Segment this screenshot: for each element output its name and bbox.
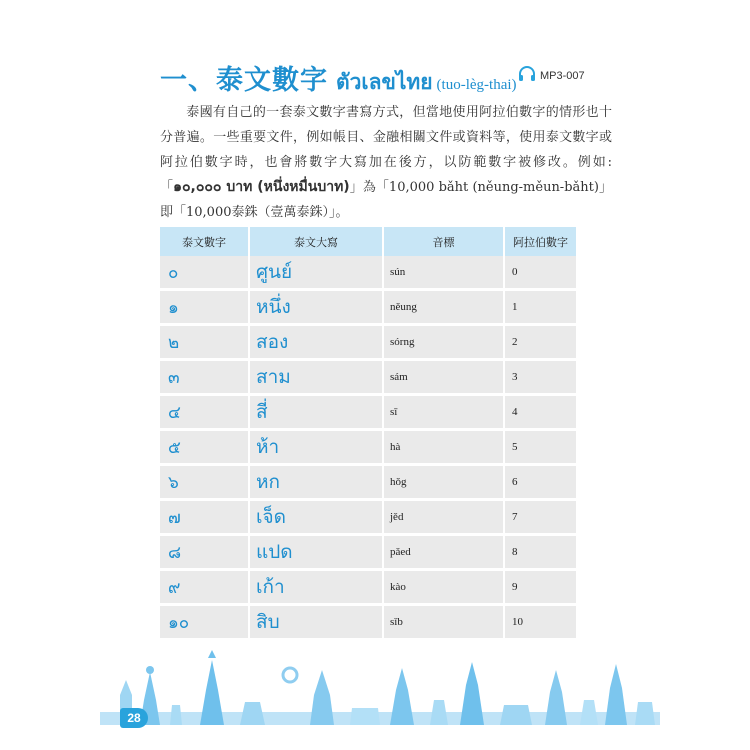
- arabic-cell: 3: [504, 360, 577, 395]
- header-thai-digit: 泰文數字: [160, 227, 249, 256]
- phonetic-cell: sám: [383, 360, 504, 395]
- arabic-cell: 1: [504, 290, 577, 325]
- thai-digit-cell: ๙: [160, 570, 249, 605]
- title-thai: ตัวเลขไทย: [336, 70, 433, 94]
- arabic-cell: 5: [504, 430, 577, 465]
- thai-digit-cell: ๔: [160, 395, 249, 430]
- phonetic-cell: sī: [383, 395, 504, 430]
- header-phonetic: 音標: [383, 227, 504, 256]
- arabic-cell: 6: [504, 465, 577, 500]
- phonetic-cell: sún: [383, 256, 504, 290]
- phonetic-cell: sórng: [383, 325, 504, 360]
- audio-track-id: MP3-007: [540, 70, 585, 82]
- table-row: [160, 605, 577, 640]
- arabic-cell: 10: [504, 605, 577, 640]
- thai-word-cell: เก้า: [249, 570, 383, 605]
- thai-digit-cell: ๐: [160, 256, 249, 290]
- audio-track-label: [518, 66, 585, 86]
- table-row: [160, 256, 577, 290]
- arabic-cell: 0: [504, 256, 577, 290]
- thai-word-cell: หก: [249, 465, 383, 500]
- arabic-cell: 7: [504, 500, 577, 535]
- phonetic-cell: hǒg: [383, 465, 504, 500]
- thai-digit-cell: ๗: [160, 500, 249, 535]
- title-romanization: (tuo-lèg-thai): [436, 77, 517, 93]
- arabic-cell: 4: [504, 395, 577, 430]
- thai-digit-cell: ๘: [160, 535, 249, 570]
- table-row: [160, 325, 577, 360]
- thai-digit-cell: ๕: [160, 430, 249, 465]
- thai-word-cell: สอง: [249, 325, 383, 360]
- intro-text-1: 泰國有自己的一套泰文數字書寫方式，但當地使用阿拉伯數字的情形也十分普遍。一些重要文件，例如帳目、金融相關文件或資料等，使用泰文數字或阿拉伯數字時，也會將數字大寫加在後方，以防範數字被修改。例如:「: [160, 105, 612, 195]
- phonetic-cell: hà: [383, 430, 504, 465]
- table-row: [160, 465, 577, 500]
- phonetic-cell: pǎed: [383, 535, 504, 570]
- intro-thai-example: ๑๐,๐๐๐ บาท (หนึ่งหมื่นบาท): [173, 179, 350, 195]
- table-row: [160, 395, 577, 430]
- table-row: [160, 535, 577, 570]
- phonetic-cell: kào: [383, 570, 504, 605]
- headphones-icon: [518, 66, 536, 86]
- thai-numbers-table: [160, 227, 578, 641]
- phonetic-cell: jěd: [383, 500, 504, 535]
- header-thai-word: 泰文大寫: [249, 227, 383, 256]
- table-row: [160, 290, 577, 325]
- table-row: [160, 360, 577, 395]
- page-title: [160, 58, 517, 99]
- thai-digit-cell: ๓: [160, 360, 249, 395]
- thai-word-cell: แปด: [249, 535, 383, 570]
- arabic-cell: 8: [504, 535, 577, 570]
- table-header-row: [160, 227, 577, 256]
- arabic-cell: 9: [504, 570, 577, 605]
- arabic-cell: 2: [504, 325, 577, 360]
- thai-digit-cell: ๑: [160, 290, 249, 325]
- title-chinese: 一、泰文數字: [160, 65, 328, 96]
- thai-word-cell: ห้า: [249, 430, 383, 465]
- temple-skyline-illustration: [100, 650, 660, 725]
- intro-paragraph: [160, 100, 612, 225]
- thai-digit-cell: ๒: [160, 325, 249, 360]
- thai-word-cell: ศูนย์: [249, 256, 383, 290]
- phonetic-cell: něung: [383, 290, 504, 325]
- thai-word-cell: สี่: [249, 395, 383, 430]
- thai-word-cell: สิบ: [249, 605, 383, 640]
- thai-digit-cell: ๑๐: [160, 605, 249, 640]
- thai-word-cell: หนึ่ง: [249, 290, 383, 325]
- intro-text-2: 」為「10,000 bǎht (něung-měun-bǎht)」即「10,000泰銖（壹萬泰銖）」。: [160, 180, 612, 220]
- table-row: [160, 500, 577, 535]
- header-arabic: 阿拉伯數字: [504, 227, 577, 256]
- thai-word-cell: สาม: [249, 360, 383, 395]
- thai-digit-cell: ๖: [160, 465, 249, 500]
- thai-word-cell: เจ็ด: [249, 500, 383, 535]
- page-number: 28: [120, 708, 148, 728]
- table-row: [160, 570, 577, 605]
- table-row: [160, 430, 577, 465]
- phonetic-cell: sǐb: [383, 605, 504, 640]
